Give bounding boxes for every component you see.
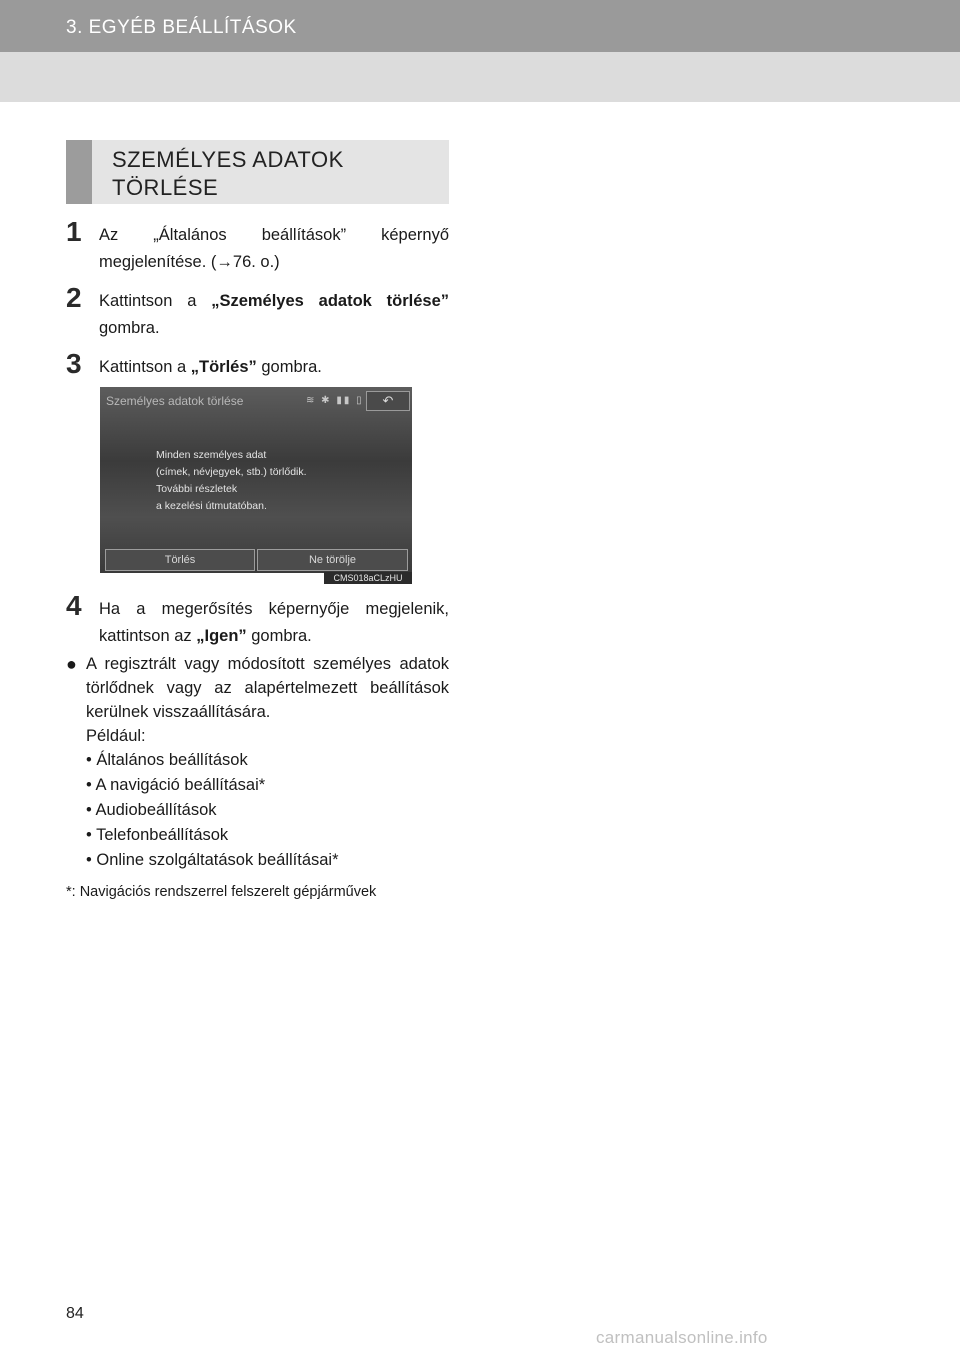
example-label: Például: <box>86 727 146 745</box>
chapter-header <box>0 0 960 52</box>
watermark: carmanualsonline.info <box>596 1328 768 1347</box>
step-text: Kattintson a „Személyes adatok törlése” gombra. <box>99 292 449 337</box>
footnote: *: Navigációs rendszerrel felszerelt gépjárművek <box>66 884 377 900</box>
step-text: Az „Általános beállítások” képernyő megjelenítése. (→76. o.) <box>99 226 449 271</box>
step-number: 1 <box>66 216 82 247</box>
header-band <box>0 52 960 102</box>
status-icons: ≋ ✱ ▮▮ ▯ <box>306 395 364 406</box>
step-text: Ha a megerősítés képernyője megjelenik, kattintson az „Igen” gombra. <box>99 600 449 645</box>
list-item: • A navigáció beállításai* <box>86 773 449 798</box>
step-text: Kattintson a „Törlés” gombra. <box>99 358 322 376</box>
section-title: SZEMÉLYES ADATOK TÖRLÉSE <box>112 147 344 200</box>
chapter-title: 3. EGYÉB BEÁLLÍTÁSOK <box>66 17 297 38</box>
note-text: A regisztrált vagy módosított személyes adatok törlődnek vagy az alapértelmezett beállítások kerülnek visszaállítására. <box>86 655 449 721</box>
do-not-delete-button[interactable]: Ne törölje <box>257 549 408 571</box>
step-number: 3 <box>66 348 82 379</box>
step-2 <box>66 282 449 342</box>
step-3 <box>66 348 449 381</box>
delete-button[interactable]: Törlés <box>105 549 255 571</box>
example-list <box>66 748 449 873</box>
step-number: 2 <box>66 282 82 313</box>
screen-title: Személyes adatok törlése <box>106 394 244 408</box>
list-item: • Telefonbeállítások <box>86 823 449 848</box>
image-code: CMS018aCLzHU <box>324 572 412 584</box>
bullet-icon: ● <box>66 654 77 674</box>
screen-illustration <box>100 387 412 573</box>
screen-message: Minden személyes adat (címek, névjegyek, stb.) törlődik. További részletek a kezelési útmutatóban. <box>156 449 307 512</box>
note-block <box>66 652 449 873</box>
section-heading-bar <box>66 140 92 204</box>
page-number: 84 <box>66 1305 84 1322</box>
step-number: 4 <box>66 590 82 621</box>
list-item: • Általános beállítások <box>86 748 449 773</box>
list-item: • Online szolgáltatások beállításai* <box>86 848 449 873</box>
list-item: • Audiobeállítások <box>86 798 449 823</box>
step-4 <box>66 590 449 650</box>
section-heading <box>66 140 449 204</box>
back-icon[interactable]: ↶ <box>366 391 410 411</box>
step-1 <box>66 216 449 276</box>
